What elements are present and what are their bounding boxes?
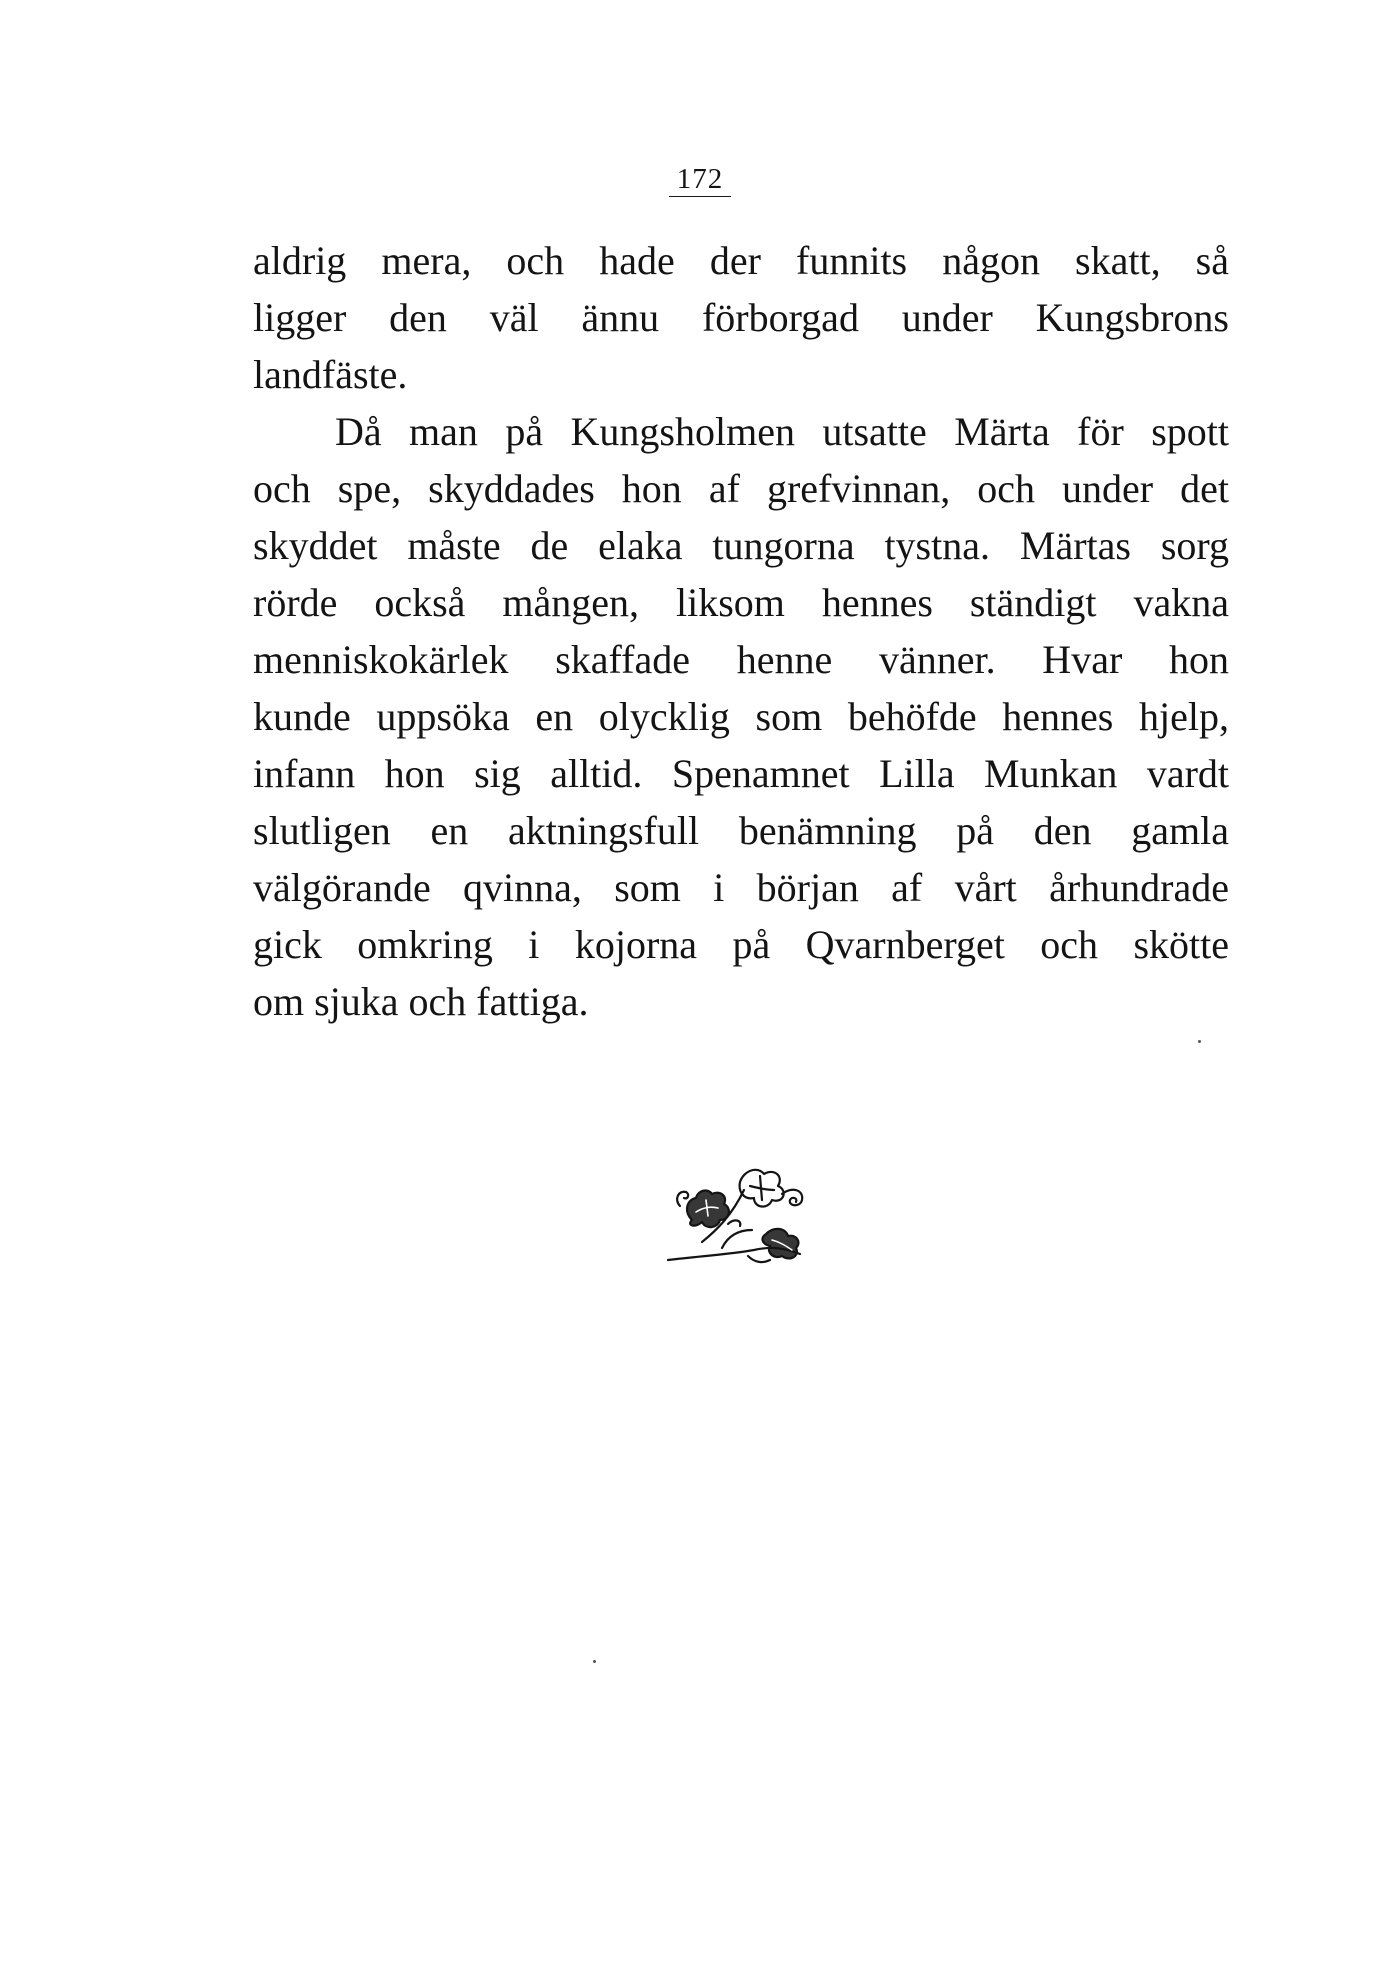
text-line: välgörande qvinna, som i början af vårt århundrade — [253, 865, 1229, 910]
body-text — [253, 232, 1229, 1030]
text-line: landfäste. — [253, 352, 408, 397]
page-number-container — [0, 162, 1400, 197]
text-line: gick omkring i kojorna på Qvarnberget och skötte — [253, 922, 1229, 967]
text-line: menniskokärlek skaffade henne vänner. Hvar hon — [253, 637, 1229, 682]
paper-speck — [1198, 1040, 1201, 1043]
text-line: ligger den väl ännu förborgad under Kungsbrons — [253, 295, 1229, 340]
text-line: kunde uppsöka en olycklig som behöfde hennes hjelp, — [253, 694, 1229, 739]
text-line: slutligen en aktningsfull benämning på den gamla — [253, 808, 1229, 853]
text-line: aldrig mera, och hade der funnits någon skatt, så — [253, 238, 1229, 283]
page-number: 172 — [669, 162, 732, 197]
text-line: och spe, skyddades hon af grefvinnan, och under det — [253, 466, 1229, 511]
paper-speck — [593, 1660, 596, 1663]
text-line: om sjuka och fattiga. — [253, 979, 589, 1024]
text-line: infann hon sig alltid. Spenamnet Lilla Munkan vardt — [253, 751, 1229, 796]
text-line: skyddet måste de elaka tungorna tystna. Märtas sorg — [253, 523, 1229, 568]
text-line: rörde också mången, liksom hennes ständigt vakna — [253, 580, 1229, 625]
floral-vignette-icon — [662, 1160, 822, 1270]
paragraph-1 — [253, 232, 1229, 403]
text-line: Då man på Kungsholmen utsatte Märta för spott — [335, 409, 1229, 454]
paragraph-2 — [253, 403, 1229, 1030]
